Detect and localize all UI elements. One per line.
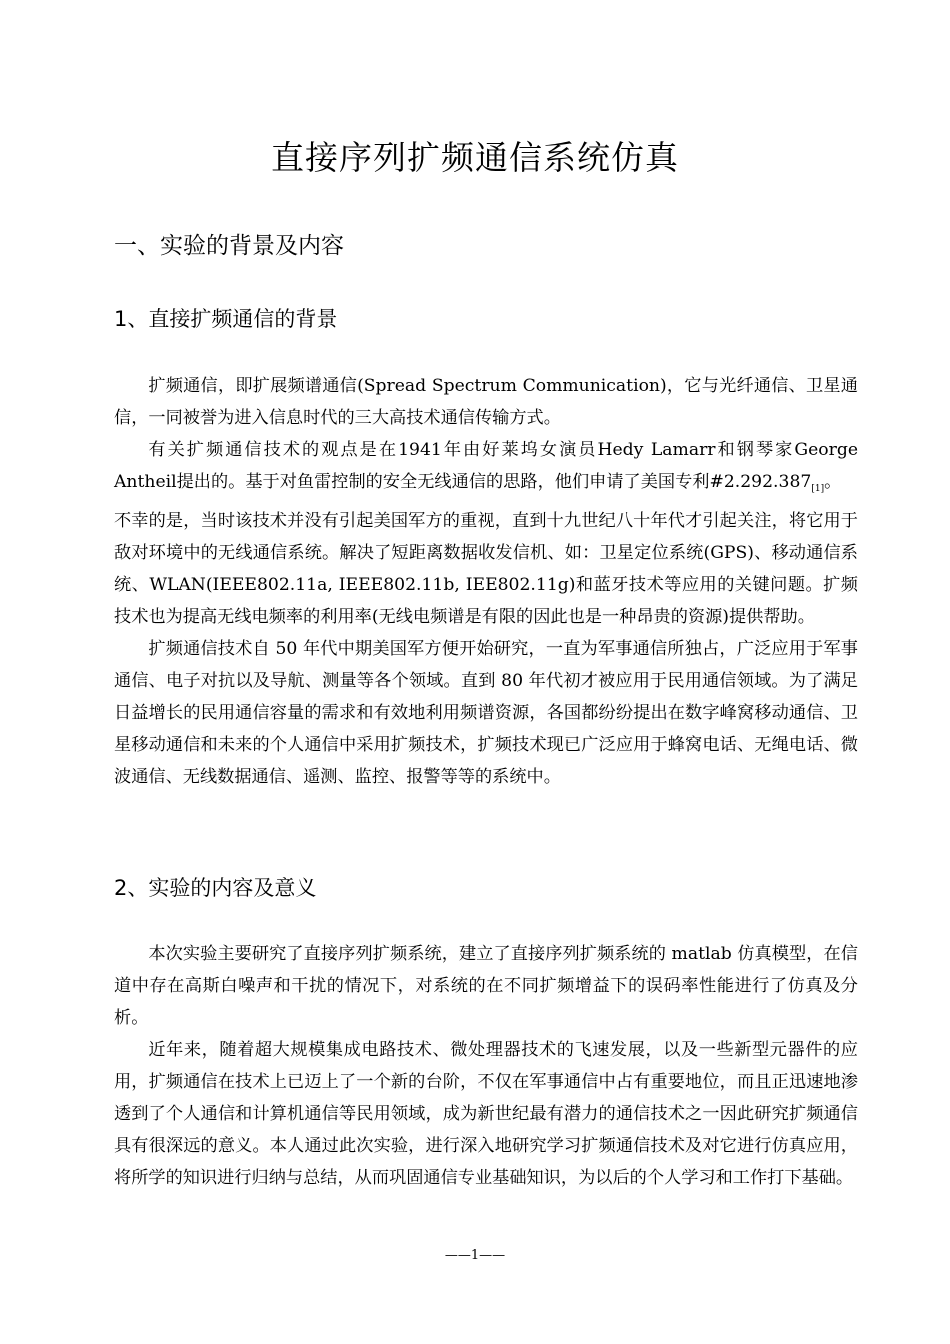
paragraph: 不幸的是，当时该技术并没有引起美国军方的重视，直到十九世纪八十年代才引起关注，将它用于敌对环境中的无线通信系统。解决了短距离数据收发信机、如：卫星定位系统(GPS)、移动通信系统、WLAN(IEEE802.11a, IEEE802.11b, IEE802.11g)和蓝牙技术等应用的关键问题。扩频技术也为提高无线电频率的利用率(无线电频谱是有限的因此也是一种昂贵的资源)提供帮助。 [114, 511, 858, 627]
paragraph: 扩频通信技术自 50 年代中期美国军方便开始研究，一直为军事通信所独占，广泛应用于军事通信、电子对抗以及导航、测量等各个领域。直到 80 年代初才被应用于民用通信领域。为了满足日益增长的民用通信容量的需求和有效地利用频谱资源，各国都纷纷提出在数字峰窝移动通信、卫星移动通信和未来的个人通信中采用扩频技术，扩频技术现已广泛应用于蜂窝电话、无绳电话、微波通信、无线数据通信、遥测、监控、报警等等的系统中。 [114, 639, 858, 787]
paragraph: 本次实验主要研究了直接序列扩频系统，建立了直接序列扩频系统的 matlab 仿真模型，在信道中存在高斯白噪声和干扰的情况下，对系统的在不同扩频增益下的误码率性能进行了仿真及分析。 [114, 944, 858, 1028]
background-body [114, 370, 858, 793]
paragraph-punctuation: 。 [824, 472, 842, 492]
paragraph [114, 434, 858, 505]
paragraph: 扩频通信，即扩展频谱通信(Spread Spectrum Communication)，它与光纤通信、卫星通信，一同被誉为进入信息时代的三大高技术通信传输方式。 [114, 376, 858, 428]
section-heading: 一、实验的背景及内容 [114, 233, 344, 259]
paragraph: 近年来，随着超大规模集成电路技术、微处理器技术的飞速发展，以及一些新型元器件的应用，扩频通信在技术上已迈上了一个新的台阶，不仅在军事通信中占有重要地位，而且正迅速地渗透到了个人通信和计算机通信等民用领域，成为新世纪最有潜力的通信技术之一因此研究扩频通信具有很深远的意义。本人通过此次实验，进行深入地研究学习扩频通信技术及对它进行仿真应用，将所学的知识进行归纳与总结，从而巩固通信专业基础知识，为以后的个人学习和工作打下基础。 [114, 1040, 858, 1188]
paragraph-text: 有关扩频通信技术的观点是在1941年由好莱坞女演员Hedy Lamarr和钢琴家George Antheil提出的。基于对鱼雷控制的安全无线通信的思路，他们申请了美国专利#2.292.387 [114, 440, 858, 492]
citation-marker: [1] [811, 484, 825, 494]
page-number: ——1—— [444, 1248, 506, 1263]
subsection-heading-background: 1、直接扩频通信的背景 [114, 307, 338, 331]
subsection-heading-content: 2、实验的内容及意义 [114, 876, 317, 900]
content-body [114, 938, 858, 1194]
document-title: 直接序列扩频通信系统仿真 [271, 138, 679, 177]
